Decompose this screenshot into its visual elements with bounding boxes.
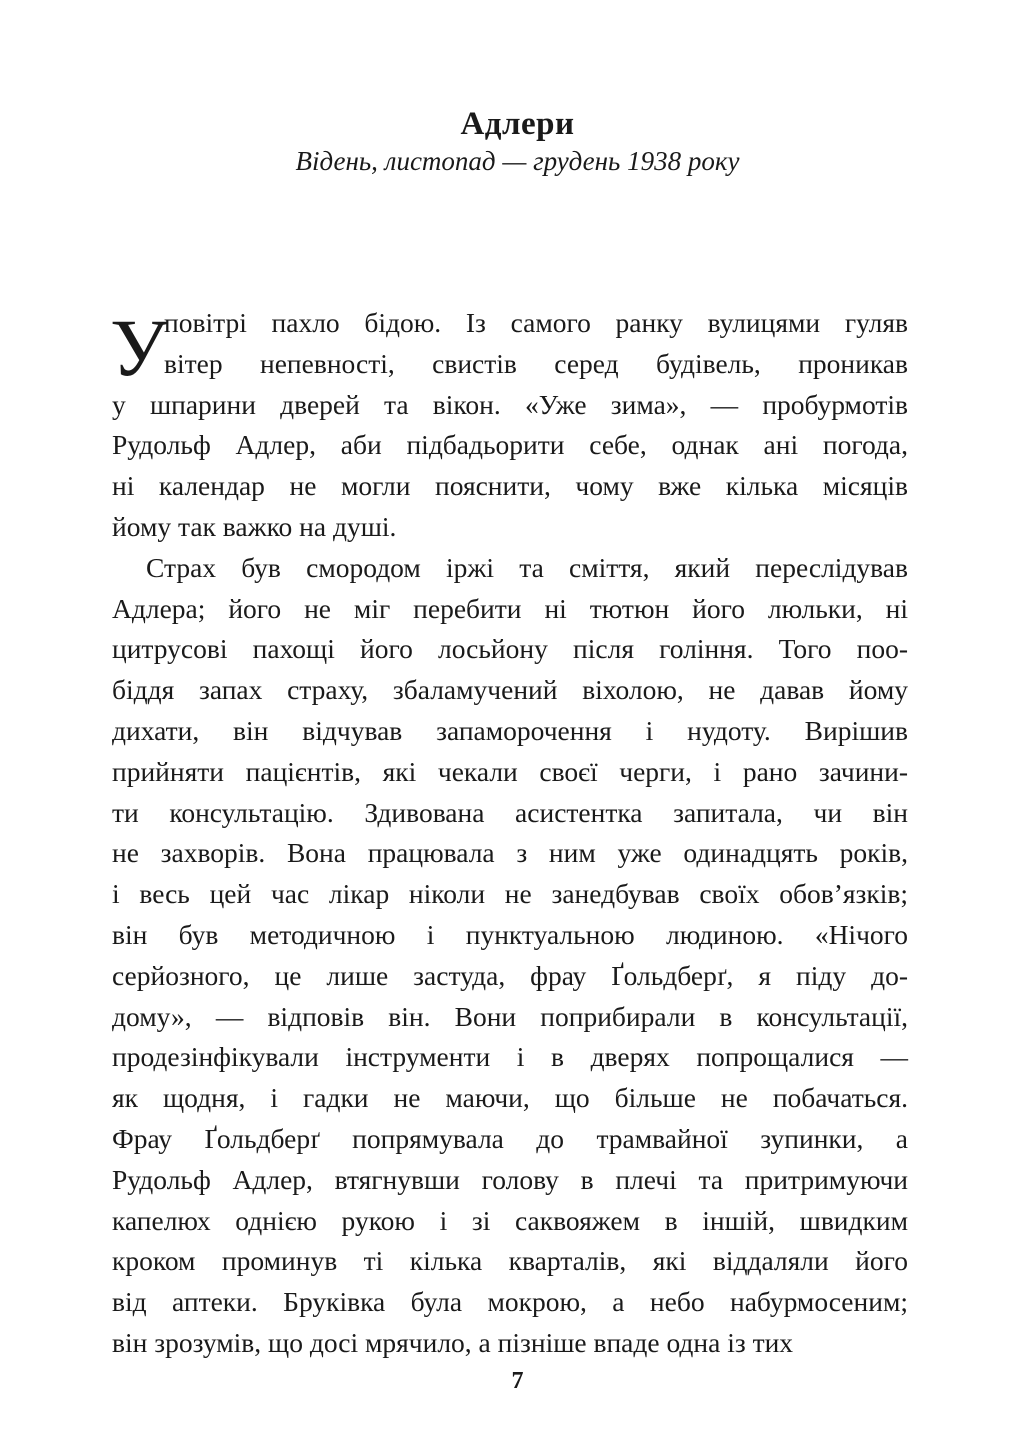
body-text — [112, 303, 908, 1364]
text-line: капелюх однією рукою і зі саквояжем в іншій, швидким — [112, 1204, 908, 1236]
text-line: йому так важко на душі. — [112, 510, 397, 542]
page-number: 7 — [511, 1368, 524, 1394]
text-line: він зрозумів, що досі мрячило, а пізніше впаде одна із тих — [112, 1326, 794, 1358]
text-line: серйозного, це лише застуда, фрау Ґольдберґ, я піду до- — [112, 959, 908, 991]
chapter-subtitle: Відень, листопад — грудень 1938 року — [295, 146, 740, 176]
text-line: цитрусові пахощі його лосьйону після гоління. Того поо- — [112, 633, 908, 665]
text-line: біддя запах страху, збаламучений віхолою, не давав йому — [112, 674, 908, 706]
text-line: він був методичною і пунктуальною людиною. «Нічого — [112, 918, 908, 950]
text-line: і весь цей час лікар ніколи не занедбував своїх обов’язків; — [112, 878, 908, 910]
text-line: повітрі пахло бідою. Із самого ранку вулицями гуляв — [164, 307, 908, 338]
text-line: не захворів. Вона працювала з ним уже одинадцять років, — [112, 837, 908, 869]
text-line: дому», — відповів він. Вони поприбирали в консультації, — [112, 1000, 908, 1032]
text-line: від аптеки. Бруківка була мокрою, а небо набурмосеним; — [112, 1286, 908, 1318]
text-line: кроком проминув ті кілька кварталів, які віддаляли його — [112, 1245, 908, 1277]
text-line: як щодня, і гадки не маючи, що більше не побачаться. — [112, 1082, 908, 1114]
text-line: у шпарини дверей та вікон. «Уже зима», — пробурмотів — [112, 388, 908, 420]
text-line: Рудольф Адлер, втягнувши голову в плечі та притримуючи — [112, 1163, 908, 1195]
text-line: Адлера; його не міг перебити ні тютюн його люльки, ні — [112, 592, 908, 624]
text-line: Рудольф Адлер, аби підбадьорити себе, однак ані погода, — [112, 429, 908, 461]
paragraph-1 — [112, 303, 908, 548]
text-line: ти консультацію. Здивована асистентка запитала, чи він — [112, 796, 908, 828]
text-line: Фрау Ґольдберґ попрямувала до трамвайної зупинки, а — [112, 1122, 908, 1154]
text-line: продезінфікували інструменти і в дверях попрощалися — — [112, 1041, 908, 1073]
text-line: Страх був смородом іржі та сміття, який переслідував — [146, 551, 908, 583]
text-line: дихати, він відчував запаморочення і нудоту. Вирішив — [112, 714, 908, 746]
drop-cap: У — [110, 302, 169, 393]
chapter-title: Адлери — [460, 106, 575, 142]
text-line: ні календар не могли пояснити, чому вже кілька місяців — [112, 470, 908, 502]
paragraph-2 — [112, 548, 908, 1364]
text-line: вітер непевності, свистів серед будівель, проникав — [164, 347, 908, 379]
text-line: прийняти пацієнтів, які чекали своєї черги, і рано зачини- — [112, 755, 908, 787]
